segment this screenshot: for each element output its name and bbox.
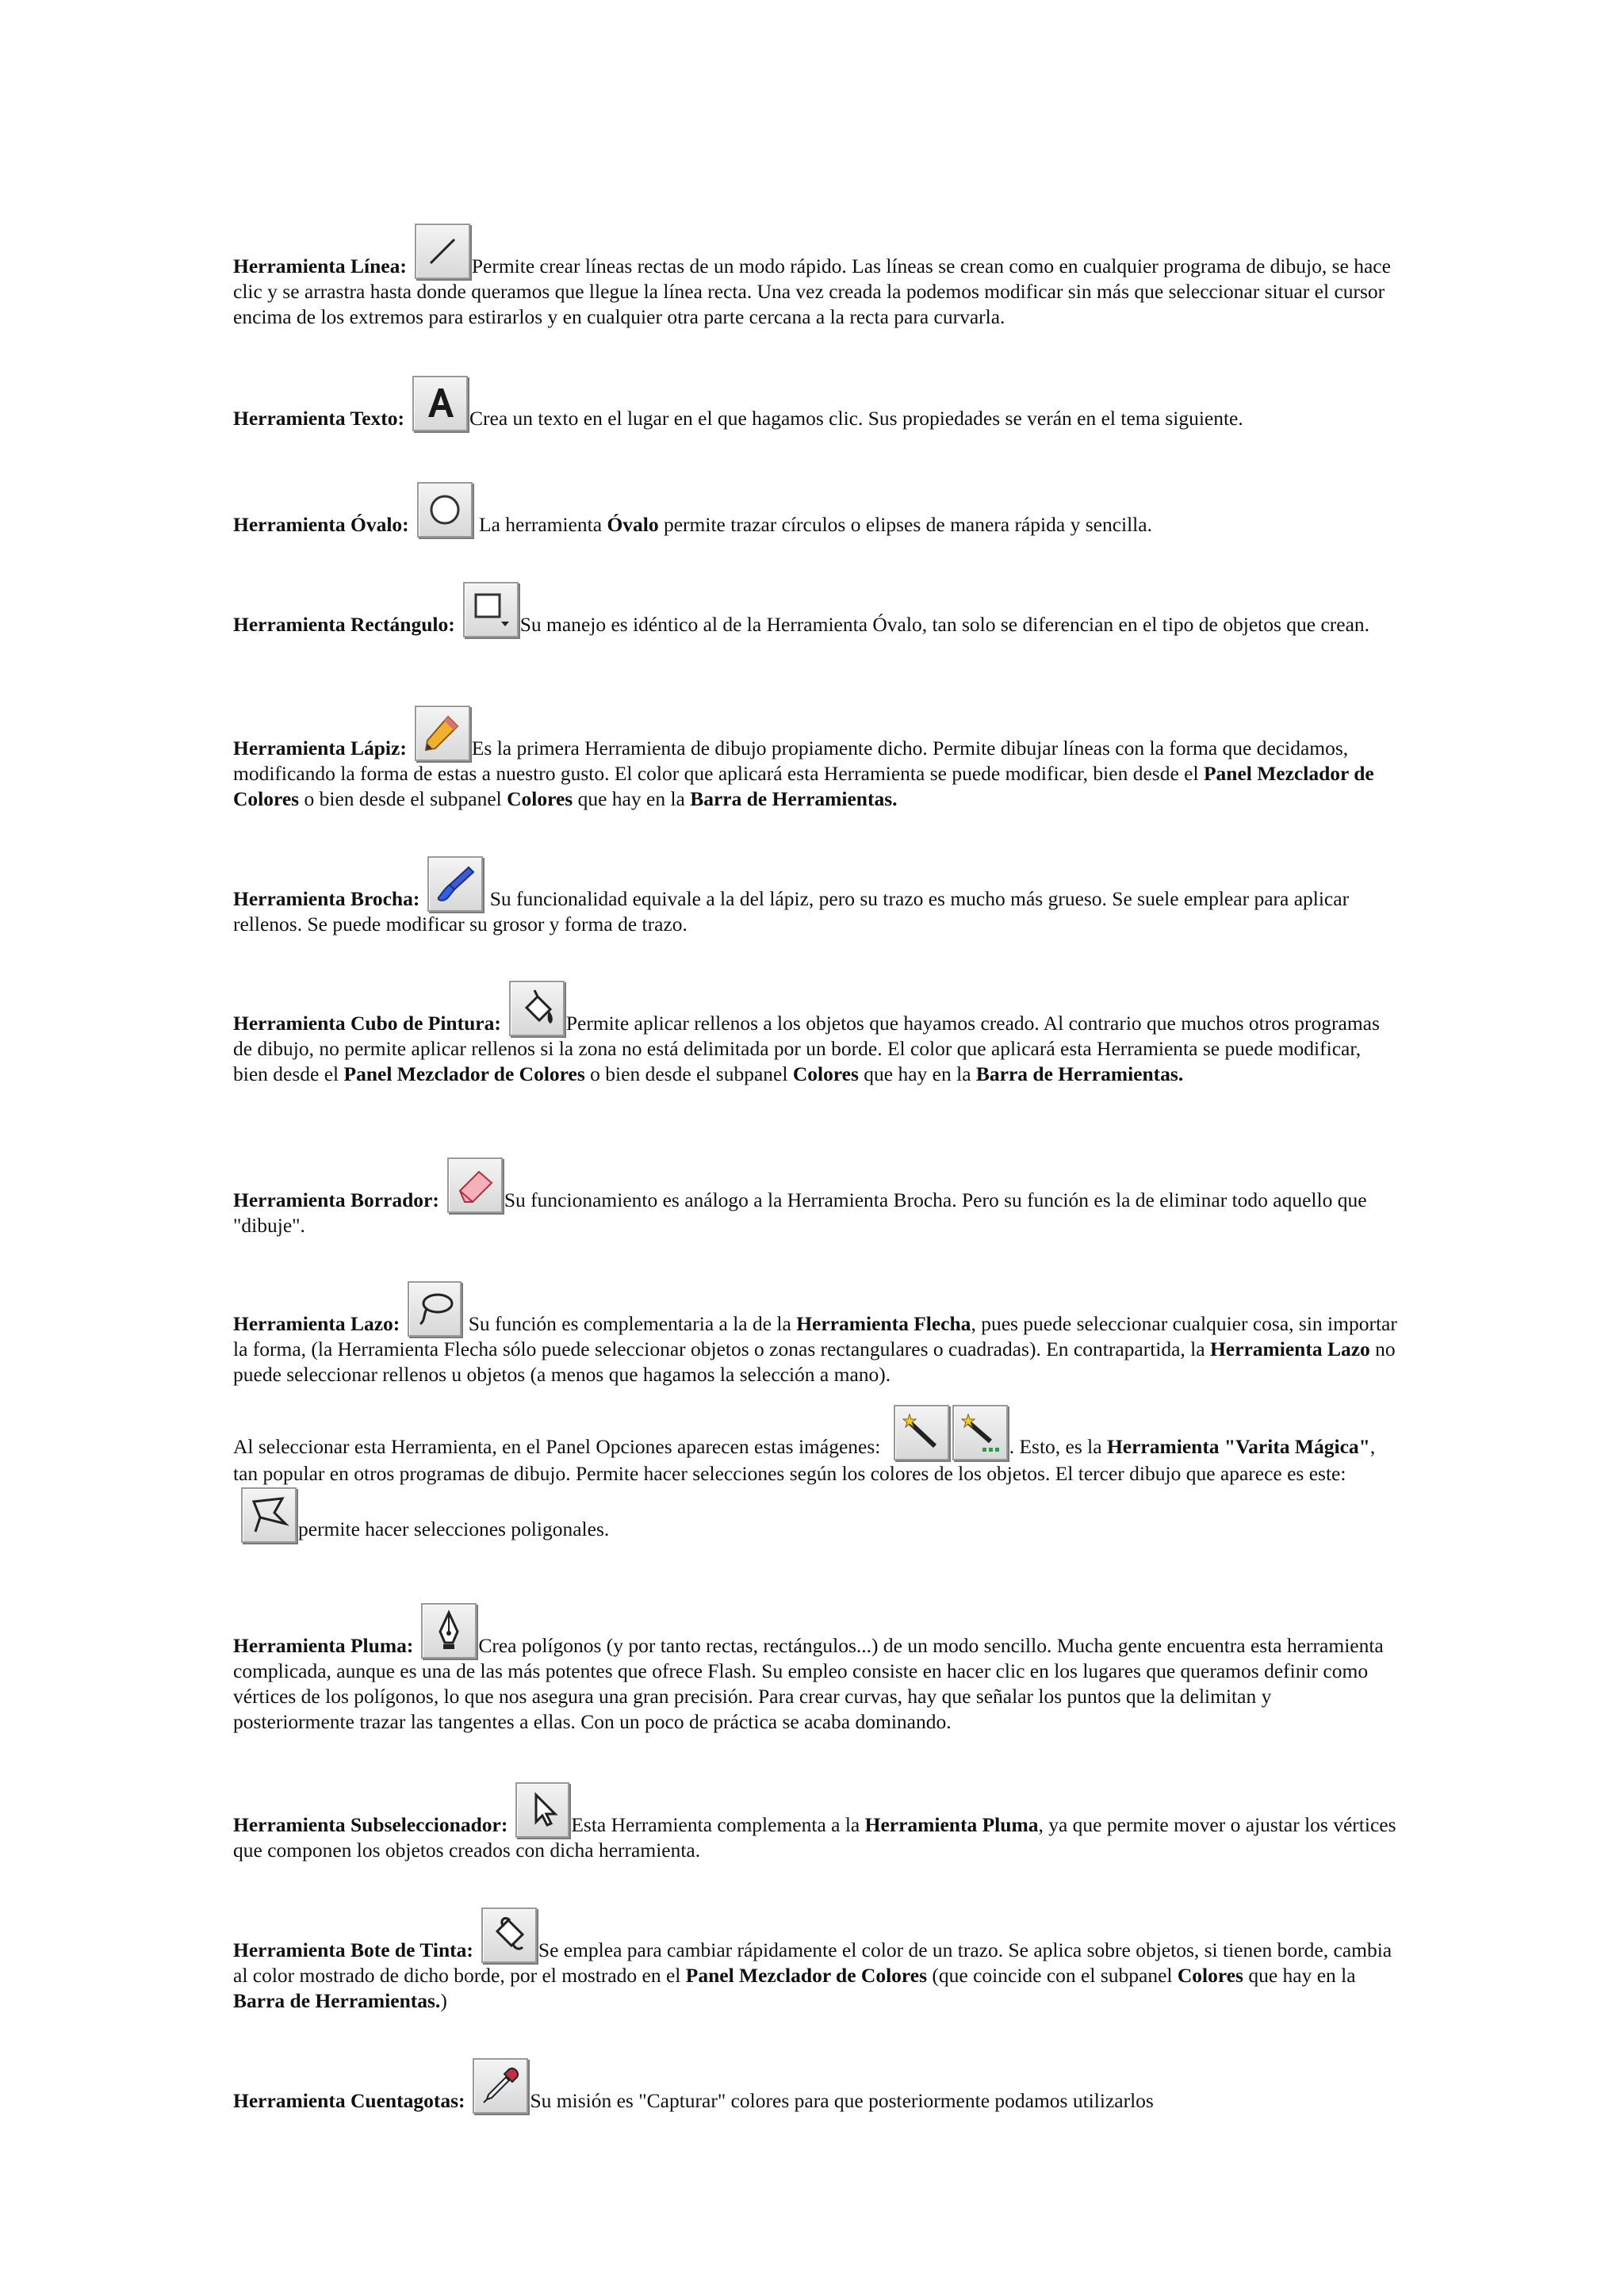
tool-description-part: que hay en la [1243,1964,1356,1987]
tool-title: Herramienta Rectángulo: [233,613,455,636]
tool-paragraph-bote-de-tinta [233,1908,1397,2014]
magic-wand-settings-icon [952,1405,1008,1460]
tool-description: Su manejo es idéntico al de la Herramienta Óvalo, tan solo se diferencian en el tipo de objetos que crean. [519,613,1370,636]
tool-paragraph-lazo [233,1281,1397,1387]
tool-description-part: que hay en la [573,787,691,810]
paint-bucket-tool-icon [509,981,565,1036]
tool-title: Herramienta Cubo de Pintura: [233,1012,501,1035]
tool-description-bold: Panel Mezclador de Colores [343,1062,585,1085]
subselect-tool-icon [515,1782,569,1838]
tool-description-part: , ya que permite mover o ajustar los vértices que componen los objetos creados con dicha herramienta. [233,1813,1396,1862]
oval-tool-icon [417,482,473,538]
eraser-tool-icon [447,1158,503,1213]
tool-description-bold: Óvalo [607,513,659,536]
tool-description-bold: Colores [792,1062,859,1085]
tool-description-bold: Colores [1177,1964,1243,1987]
tool-description-bold: Panel Mezclador de Colores [685,1964,928,1987]
tool-description-part: Su función es complementaria a la de la [463,1312,797,1335]
tool-description-part: La herramienta [473,513,607,536]
tool-description-bold: Barra de Herramientas. [690,787,898,810]
tool-description: Permite crear líneas rectas de un modo rápido. Las líneas se crean como en cualquier programa de dibujo, se hace clic y se arrastra hasta donde queramos que llegue la línea recta. Una vez creada la podemos modificar sin más que seleccionar situar el cursor encima de los extremos para estirarlos y en cualquier otra parte cercana a la recta para curvarla. [233,254,1391,328]
tool-description-part: (que coincide con el subpanel [927,1964,1178,1987]
magic-wand-intro: Al seleccionar esta Herramienta, en el Panel Opciones aparecen estas imágenes: [233,1435,886,1458]
tool-description-part: Esta Herramienta complementa a la [571,1813,865,1836]
tool-paragraph-borrador [233,1158,1397,1238]
tool-paragraph-brocha [233,856,1397,937]
ink-bottle-tool-icon [481,1908,537,1963]
tool-description-bold: Herramienta Pluma [864,1813,1039,1836]
tool-description-part: permite trazar círculos o elipses de manera rápida y sencilla. [658,513,1152,536]
tool-description: Su funcionalidad equivale a la del lápiz, pero su trazo es mucho más grueso. Se suele emplear para aplicar rellenos. Se puede modificar su grosor y forma de trazo. [233,887,1350,936]
magic-wand-paragraph [233,1405,1397,1543]
magic-wand-after-icons: . Esto, es la [1009,1435,1107,1458]
tool-title: Herramienta Borrador: [233,1188,439,1211]
tool-title: Herramienta Subseleccionador: [233,1813,508,1836]
tool-paragraph-pluma [233,1603,1397,1735]
magic-wand-end: permite hacer selecciones poligonales. [298,1517,610,1540]
lasso-tool-icon [408,1281,462,1337]
magic-wand-rest: , tan popular en otros programas de dibujo. Permite hacer selecciones según los colores de los objetos. El tercer dibujo que aparece es este: [233,1435,1376,1485]
tool-title: Herramienta Lápiz: [233,737,407,760]
tool-title: Herramienta Lazo: [233,1312,400,1335]
tool-paragraph-texto [233,376,1397,431]
tool-paragraph-cubo-de-pintura [233,981,1397,1087]
tool-title: Herramienta Cuentagotas: [233,2089,465,2112]
tool-description: Crea polígonos (y por tanto rectas, rectángulos...) de un modo sencillo. Mucha gente encuentra esta herramienta complicada, aunque es una de las más potentes que ofrece Flash. Su empleo consiste en hacer clic en los lugares que queramos definir como vértices de los polígonos, lo que nos asegura una gran precisión. Para crear curvas, hay que señalar los puntos que la delimitan y posteriormente trazar las tangentes a ellas. Con un poco de práctica se acaba dominando. [233,1634,1384,1733]
magic-wand-icon [894,1405,949,1460]
tool-description-part: Se emplea para cambiar rápidamente el color de un trazo. Se aplica sobre objetos, si tienen borde, cambia al color mostrado de dicho borde, por el mostrado en el [233,1938,1392,1987]
tool-title: Herramienta Texto: [233,407,404,430]
pen-tool-icon [421,1603,477,1659]
tool-paragraph-subseleccionador [233,1782,1397,1863]
tool-paragraph-rectangulo [233,582,1397,637]
tool-description-part: , pues puede seleccionar cualquier cosa, sin importar la forma, (la Herramienta Flecha sólo puede seleccionar objetos o zonas rectangulares o cuadradas). En contrapartida, la [233,1312,1397,1360]
tool-description-part: no puede seleccionar rellenos u objetos (a menos que hagamos la selección a mano). [233,1337,1396,1386]
tool-description-bold: Herramienta Lazo [1209,1337,1370,1360]
tool-description-part: o bien desde el subpanel [299,787,508,810]
tool-description: Su funcionamiento es análogo a la Herramienta Brocha. Pero su función es la de eliminar todo aquello que "dibuje". [233,1188,1367,1237]
tool-description-bold: Herramienta Flecha [796,1312,971,1335]
magic-wand-name: Herramienta "Varita Mágica" [1106,1435,1370,1458]
tool-description-part: Es la primera Herramienta de dibujo propiamente dicho. Permite dibujar líneas con la forma que decidamos, modificando la forma de estas a nuestro gusto. El color que aplicará esta Herramienta se puede modificar, bien desde el [233,737,1349,785]
line-tool-icon [415,224,470,279]
tool-description-bold: Barra de Herramientas. [233,1989,441,2012]
tool-description-part: Permite aplicar rellenos a los objetos que hayamos creado. Al contrario que muchos otros programas de dibujo, no permite aplicar rellenos si la zona no está delimitada por un borde. El color que aplicará esta Herramienta se puede modificar, bien desde el [233,1012,1380,1085]
pencil-tool-icon [415,706,470,761]
tool-description-bold: Barra de Herramientas. [975,1062,1184,1085]
tool-description-bold: Panel Mezclador de Colores [233,762,1374,810]
tool-description: Crea un texto en el lugar en el que hagamos clic. Sus propiedades se verán en el tema siguiente. [469,407,1243,430]
tool-description: Su misión es "Capturar" colores para que posteriormente podamos utilizarlos [530,2089,1154,2112]
eyedropper-tool-icon [473,2058,528,2114]
tool-title: Herramienta Pluma: [233,1634,414,1657]
tool-description-bold: Colores [507,787,573,810]
tool-title: Herramienta Brocha: [233,887,420,910]
text-tool-icon [412,376,468,431]
tool-title: Herramienta Óvalo: [233,513,409,536]
polygon-lasso-icon [241,1487,297,1543]
tool-paragraph-ovalo [233,482,1397,538]
tool-paragraph-linea [233,224,1397,330]
tool-paragraph-lapiz [233,706,1397,812]
tool-description-part: que hay en la [858,1062,976,1085]
tool-description-part: o bien desde el subpanel [584,1062,793,1085]
tool-title: Herramienta Línea: [233,254,407,277]
tool-description-part: ) [440,1989,447,2012]
rectangle-tool-icon [463,582,519,637]
brush-tool-icon [427,856,483,912]
tool-paragraph-cuentagotas [233,2058,1397,2114]
tool-title: Herramienta Bote de Tinta: [233,1938,473,1961]
